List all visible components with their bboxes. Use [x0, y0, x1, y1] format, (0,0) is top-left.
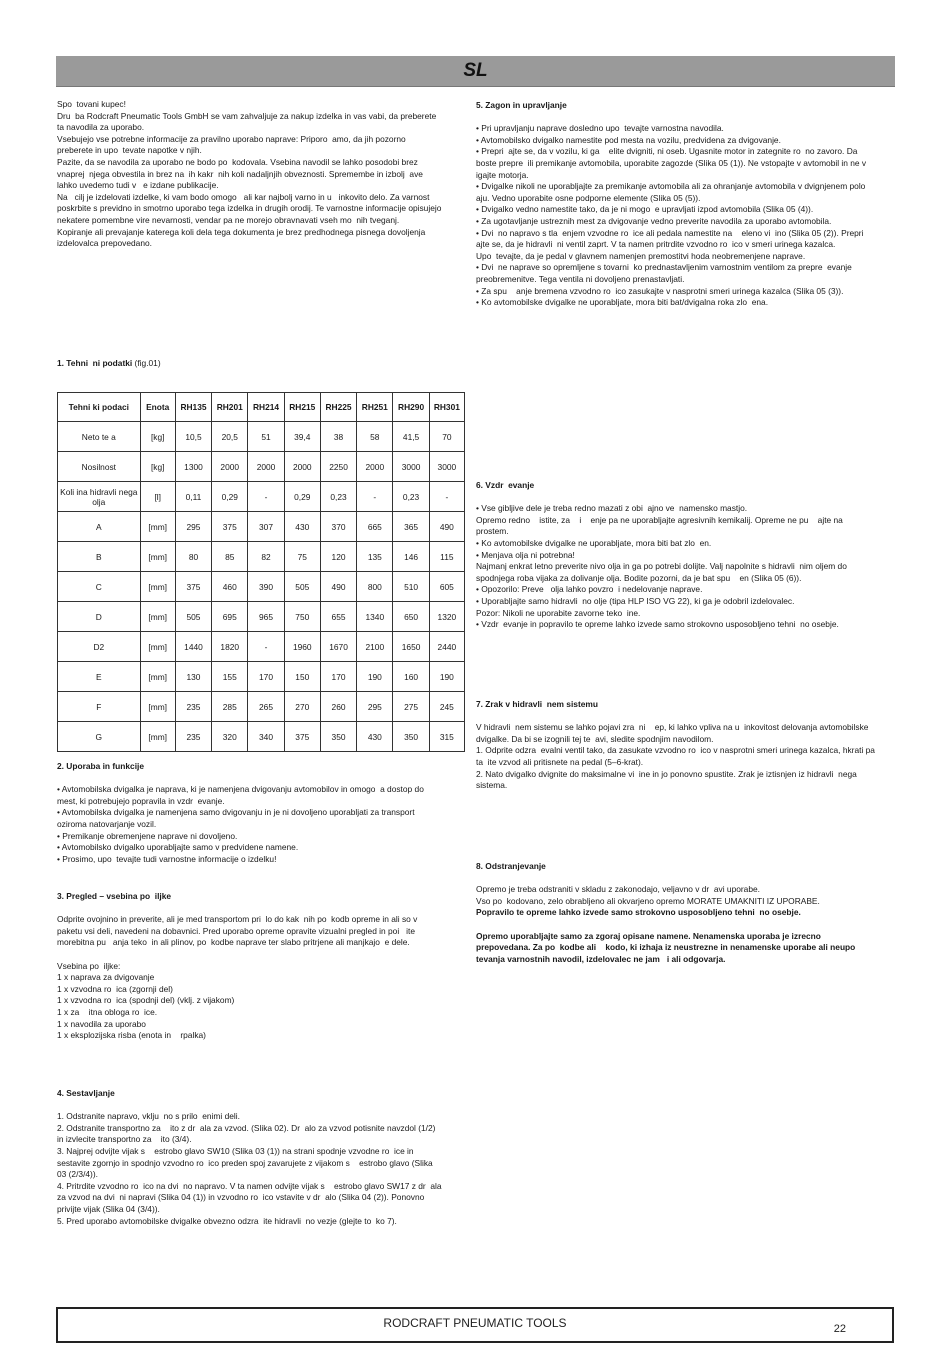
table-header-cell: RH301	[429, 393, 464, 422]
table-header-cell: RH214	[248, 393, 284, 422]
table-cell: 490	[320, 572, 356, 602]
list-item: 1. Odstranite napravo, vklju no s prilo enimi deli.	[57, 1111, 240, 1122]
list-item: • Avtomobilska dvigalka je namenjena samo dvigovanju in je ni dovoljeno uporabljati za transport oziroma natovarjanje vozil.	[57, 807, 417, 829]
table-cell: 70	[429, 422, 464, 452]
row-label-cell: E	[58, 662, 141, 692]
table-cell: 0,11	[175, 482, 211, 512]
list-item: • Menjava olja ni potrebna!	[476, 549, 575, 560]
list-item: • Za ugotavljanje ustreznih mest za dvigovanje vedno preverite navodila za uporabo avtomobila.	[476, 215, 832, 226]
section-5	[476, 100, 876, 309]
table-header-cell: Tehni ki podaci	[58, 393, 141, 422]
table-cell: 490	[429, 512, 464, 542]
table-row	[58, 722, 465, 752]
list-item: 2. Nato dvigalko dvignite do maksimalne vi ine in jo ponovno spustite. Zrak je iztisnjen iz hidravli nega sistema.	[476, 768, 860, 791]
row-label-cell: F	[58, 692, 141, 722]
table-cell: 155	[212, 662, 248, 692]
table-cell: 160	[393, 662, 429, 692]
table-cell: 2000	[212, 452, 248, 482]
row-label-cell: D2	[58, 632, 141, 662]
row-label-cell: Nosilnost	[58, 452, 141, 482]
table-cell: 1300	[175, 452, 211, 482]
table-cell: 170	[248, 662, 284, 692]
table-cell: 2000	[357, 452, 393, 482]
list-item: • Uporabljajte samo hidravli no olje (tipa HLP ISO VG 22), ki ga je odobril izdelovalec.	[476, 595, 795, 606]
list-item: 1 x vzvodna ro ica (spodnji del) (vklj. z vijakom)	[57, 995, 235, 1006]
table-cell: 265	[248, 692, 284, 722]
table-cell: 365	[393, 512, 429, 542]
table-cell: 0,29	[212, 482, 248, 512]
list-item: • Prepri ajte se, da v vozilu, ki ga elite dvigniti, ni oseb. Ugasnite motor in zategnite ro no zavoro. Da boste prepre ili premikanje avtomobila, uporabite zagozde (Slika 05 (1)). Ne vstopajte v avtomobil in ne v igajte motorja.	[476, 146, 871, 180]
table-row	[58, 422, 465, 452]
table-row	[58, 692, 465, 722]
list-item: Najmanj enkrat letno preverite nivo olja in ga po potrebi dolijte. Valj napolnite s hidravli nim oljem do spodnjega roba vijaka za dolivanje olja. Bodite pozorni, da je bat spu en (Slika 05 (6)).	[476, 561, 850, 583]
list-item: • Opozorilo: Preve olja lahko povzro i nedelovanje naprave.	[476, 584, 703, 595]
table-cell: 750	[284, 602, 320, 632]
list-item: V hidravli nem sistemu se lahko pojavi zra ni ep, ki lahko vpliva na u inkovitost delovanja avtomobilske dvigalke. Da bi se izognili tej te avi, sledite spodnjim navodilom.	[476, 722, 871, 744]
table-cell: -	[429, 482, 464, 512]
section-3-paragraph: Odprite ovojnino in preverite, ali je med transportom pri lo do kak nih po kodb opreme in ali so v paketu vsi deli, navedeni na dobavnici. Pred uporabo opreme opravite vizualni pregled in poi ite morebitna pu anja teko in ali plinov, po kodbe naprave ter slabo pritrjene ali manjkajo e dele.	[57, 914, 420, 948]
table-cell: -	[357, 482, 393, 512]
table-cell: 307	[248, 512, 284, 542]
list-item: • Avtomobilsko dvigalko namestite pod mesta na vozilu, predvidena za dvigovanje.	[476, 134, 781, 145]
table-cell: 320	[212, 722, 248, 752]
table-cell: 370	[320, 512, 356, 542]
list-item: 1 x vzvodna ro ica (zgornji del)	[57, 983, 173, 994]
table-cell: 350	[320, 722, 356, 752]
footer	[56, 1307, 894, 1343]
table-cell: 965	[248, 602, 284, 632]
list-item: Opremo redno istite, za i enje pa ne uporabljajte agresivnih kemikalij. Opreme ne pu ajte na prostem.	[476, 514, 846, 537]
table-row	[58, 632, 465, 662]
list-item: 1 x za itna obloga ro ice.	[57, 1006, 158, 1017]
table-cell: 190	[429, 662, 464, 692]
table-cell: 39,4	[284, 422, 320, 452]
table-cell: 430	[357, 722, 393, 752]
table-cell: 650	[393, 602, 429, 632]
row-label-cell: G	[58, 722, 141, 752]
section-7-title: 7. Zrak v hidravli nem sistemu	[476, 699, 598, 709]
intro-paragraph: Dru ba Rodcraft Pneumatic Tools GmbH se vam zahvaljuje za nakup izdelka in vas vabi, da preberete ta navodila za uporabo.	[57, 110, 439, 133]
table-header-cell: RH135	[175, 393, 211, 422]
table-cell: [kg]	[140, 452, 175, 482]
table-cell: [kg]	[140, 422, 175, 452]
table-cell: 115	[429, 542, 464, 572]
table-cell: 58	[357, 422, 393, 452]
table-cell: 285	[212, 692, 248, 722]
section-2	[57, 761, 442, 865]
table-cell: 295	[175, 512, 211, 542]
table-cell: 1960	[284, 632, 320, 662]
table-header-cell: RH201	[212, 393, 248, 422]
table-cell: 605	[429, 572, 464, 602]
contents-list-title: Vsebina po iljke:	[57, 960, 121, 971]
list-item: • Prosimo, upo tevajte tudi varnostne informacije o izdelku!	[57, 853, 277, 864]
table-cell: 150	[284, 662, 320, 692]
table-header-cell: Enota	[140, 393, 175, 422]
list-item: 5. Pred uporabo avtomobilske dvigalke obvezno odzra ite hidravli no vezje (glejte to ko 7).	[57, 1215, 397, 1226]
table-cell: 190	[357, 662, 393, 692]
section-1-heading	[57, 358, 442, 370]
table-cell: 3000	[429, 452, 464, 482]
list-item: 2. Odstranite transportno za ito z dr ala za vzvod. (Slika 02). Dr alo za vzvod potisnite navzdol (1/2) in izvlecite transportno za ito (3/4).	[57, 1122, 438, 1145]
list-item: 1 x navodila za uporabo	[57, 1018, 146, 1029]
table-cell: 375	[212, 512, 248, 542]
table-cell: 1440	[175, 632, 211, 662]
table-cell: 235	[175, 722, 211, 752]
section-3-title: 3. Pregled – vsebina po iljke	[57, 891, 172, 901]
table-cell: 260	[320, 692, 356, 722]
table-row	[58, 452, 465, 482]
table-cell: 505	[175, 602, 211, 632]
section-2-title: 2. Uporaba in funkcije	[57, 761, 145, 771]
table-cell: [mm]	[140, 662, 175, 692]
list-item: • Pri upravljanju naprave dosledno upo tevajte varnostna navodila.	[476, 123, 724, 134]
table-cell: 2440	[429, 632, 464, 662]
section-4-title: 4. Sestavljanje	[57, 1088, 115, 1098]
footer-brand: RODCRAFT PNEUMATIC TOOLS	[383, 1316, 567, 1330]
table-cell: [mm]	[140, 542, 175, 572]
list-item: 3. Najprej odvijte vijak s estrobo glavo SW10 (Slika 03 (1)) na strani spodnje vzvodne ro ice in sestavite zgornjo in spodnjo vzvodno ro ico preden spoj zavarujete z vijakom s estrobo glavo (Slika 03 (2/3/4)).	[57, 1145, 436, 1180]
language-header-bar	[56, 56, 895, 87]
table-cell: 2000	[248, 452, 284, 482]
section-3	[57, 891, 442, 1042]
list-item: • Ko avtomobilske dvigalke ne uporabljate, mora biti bat/dvigalna roka zlo ena.	[476, 297, 769, 308]
table-cell: 505	[284, 572, 320, 602]
table-cell: 0,23	[320, 482, 356, 512]
table-cell: 3000	[393, 452, 429, 482]
language-code: SL	[463, 60, 488, 81]
table-cell: 390	[248, 572, 284, 602]
list-item: • Dvi no napravo s tla enjem vzvodne ro ice ali pedala namestite na eleno vi ino (Slika 05 (2)). Prepri ajte se, da je hidravli ni ventil zaprt. V ta namen pritrdite vzvodno ro ico v smeri urinega kazalca.	[476, 227, 869, 250]
table-cell: 85	[212, 542, 248, 572]
section-7	[476, 699, 876, 792]
table-cell: 460	[212, 572, 248, 602]
technical-data-table	[57, 392, 465, 752]
list-item: • Dvigalke nikoli ne uporabljajte za premikanje avtomobila ali za ohranjanje avtomobila v dvignjenem polo aju. Vedno uporabite osne podporne elemente (Slika 05 (5)).	[476, 181, 870, 203]
table-cell: 235	[175, 692, 211, 722]
table-cell: 120	[320, 542, 356, 572]
table-row	[58, 662, 465, 692]
intro-paragraph: Kopiranje ali prevajanje katerega koli dela tega dokumenta je brez predhodnega pisnega dovoljenja izdelovalca prepovedano.	[57, 226, 428, 249]
row-label-cell: B	[58, 542, 141, 572]
table-cell: 1820	[212, 632, 248, 662]
table-cell: 275	[393, 692, 429, 722]
table-cell: 1320	[429, 602, 464, 632]
list-item: Upo tevajte, da je pedal v glavnem namenjen premostitvi hoda neobremenjene naprave.	[476, 250, 806, 261]
table-row	[58, 572, 465, 602]
table-cell: 38	[320, 422, 356, 452]
table-cell: 295	[357, 692, 393, 722]
list-item: • Vzdr evanje in popravilo te opreme lahko izvede samo strokovno usposobljeno tehni no osebje.	[476, 619, 839, 630]
table-cell: 315	[429, 722, 464, 752]
table-cell: 340	[248, 722, 284, 752]
list-item: 4. Pritrdite vzvodno ro ico na dvi no napravo. V ta namen odvijte vijak s estrobo glavo SW17 z dr ala za vzvod na dvi ni napravi (Slika 04 (1)) in vzvodno ro ico vstavite v dr alo (Slika 04 (2)). Ponovno privijte vijak (Slika 04 (3/4)).	[57, 1180, 444, 1214]
table-cell: 1340	[357, 602, 393, 632]
table-header-cell: RH251	[357, 393, 393, 422]
list-item: • Avtomobilsko dvigalko uporabljajte samo v predvidene namene.	[57, 842, 299, 853]
table-row	[58, 542, 465, 572]
table-cell: 695	[212, 602, 248, 632]
table-row	[58, 482, 465, 512]
table-cell: 0,29	[284, 482, 320, 512]
table-cell: 130	[175, 662, 211, 692]
list-item: • Avtomobilska dvigalka je naprava, ki je namenjena dvigovanju avtomobilov in omogo a dostop do mest, ki potrebujejo popravila in vzdr evanje.	[57, 784, 427, 806]
table-cell: [mm]	[140, 692, 175, 722]
table-header-cell: RH215	[284, 393, 320, 422]
table-cell: 375	[175, 572, 211, 602]
table-cell: 135	[357, 542, 393, 572]
intro-paragraph: Na cilj je izdelovati izdelke, ki vam bodo omogo ali kar najbolj varno in u inkovito delo. Za varnost poskrbite s previdno in smotrno uporabo tega izdelka in drugih orodij. Te varnostne informacije opisujejo nekatere pomembne vire nevarnosti, vendar pa ne morejo obravnavati vseh mo nih tveganj.	[57, 191, 444, 225]
table-cell: 2250	[320, 452, 356, 482]
repair-warning: Popravilo te opreme lahko izvede samo strokovno usposobljeno tehni no osebje.	[476, 907, 801, 918]
table-cell: 0,23	[393, 482, 429, 512]
table-cell: -	[248, 482, 284, 512]
table-cell: 350	[393, 722, 429, 752]
table-row	[58, 512, 465, 542]
table-cell: 20,5	[212, 422, 248, 452]
table-cell: 655	[320, 602, 356, 632]
row-label-cell: D	[58, 602, 141, 632]
table-cell: [mm]	[140, 602, 175, 632]
table-cell: [mm]	[140, 512, 175, 542]
table-cell: 800	[357, 572, 393, 602]
list-item: 1. Odprite odzra evalni ventil tako, da zasukate vzvodno ro ico v nasprotni smeri urinega kazalca, hkrati pa ta ite vzvod ali pritisnete na pedal (5–6-krat).	[476, 745, 878, 767]
table-cell: 75	[284, 542, 320, 572]
table-header-cell: RH290	[393, 393, 429, 422]
table-cell: 146	[393, 542, 429, 572]
table-cell: 1650	[393, 632, 429, 662]
list-item: • Ko avtomobilske dvigalke ne uporabljate, mora biti bat zlo en.	[476, 537, 712, 548]
section-8-title: 8. Odstranjevanje	[476, 861, 546, 871]
row-label-cell: Koli ina hidravli nega olja	[58, 482, 141, 512]
section-4	[57, 1088, 442, 1227]
intro-paragraph: Spo tovani kupec!	[57, 99, 126, 109]
table-header-row	[58, 393, 465, 422]
table-cell: 1670	[320, 632, 356, 662]
table-cell: 41,5	[393, 422, 429, 452]
disposal-text: Opremo je treba odstraniti v skladu z zakonodajo, veljavno v dr avi uporabe. Vso po kodovano, zelo obrabljeno ali okvarjeno opremo MORATE UMAKNITI IZ UPORABE.	[476, 884, 820, 906]
table-cell: 82	[248, 542, 284, 572]
table-cell: [mm]	[140, 572, 175, 602]
row-label-cell: Neto te a	[58, 422, 141, 452]
list-item: Pozor: Nikoli ne uporabite zavorne teko ine.	[476, 607, 641, 618]
intro-paragraph: Pazite, da se navodila za uporabo ne bodo po kodovala. Vsebina navodil se lahko posodobi brez vnaprej njega obvestila in brez na ih kakr nih koli nadaljnjih obveznosti. Spremembe in izbolj ave lahko uvedemo tudi v e izdane publikacije.	[57, 156, 426, 191]
table-cell: 270	[284, 692, 320, 722]
table-cell: [l]	[140, 482, 175, 512]
table-cell: [mm]	[140, 632, 175, 662]
section-1-title: 1. Tehni ni podatki	[57, 358, 133, 368]
table-header-cell: RH225	[320, 393, 356, 422]
row-label-cell: C	[58, 572, 141, 602]
intro-paragraph: Vsebujejo vse potrebne informacije za pravilno uporabo naprave: Priporo amo, da jih pozorno preberete in upo tevate napotke v njih.	[57, 133, 409, 156]
section-8	[476, 861, 876, 965]
list-item: • Za spu anje bremena vzvodno ro ico zasukajte v nasprotni smeri urinega kazalca (Slika 05 (3)).	[476, 285, 844, 296]
page-number: 22	[833, 1323, 846, 1335]
liability-warning: Opremo uporabljajte samo za zgoraj opisane namene. Nenamenska uporaba je izrecno prepovedana. Za po kodbe ali kodo, ki izhaja iz neustrezne in nenamenske uporabe ali neupo tevanja varnostnih navodil, izdelovalec ne jam i ali odgovarja.	[476, 930, 860, 964]
section-1-fig-ref: (fig.01)	[132, 358, 161, 368]
section-5-title: 5. Zagon in upravljanje	[476, 100, 567, 110]
list-item: • Vse gibljive dele je treba redno mazati z obi ajno ve namensko mastjo.	[476, 503, 748, 514]
table-cell: 2000	[284, 452, 320, 482]
table-cell: -	[248, 632, 284, 662]
table-cell: 510	[393, 572, 429, 602]
section-6	[476, 480, 876, 631]
table-cell: 170	[320, 662, 356, 692]
list-item: 1 x eksplozijska risba (enota in rpalka)	[57, 1030, 206, 1041]
intro-section	[57, 99, 442, 250]
table-cell: 80	[175, 542, 211, 572]
table-cell: 375	[284, 722, 320, 752]
list-item: 1 x naprava za dvigovanje	[57, 972, 155, 983]
table-row	[58, 602, 465, 632]
list-item: • Dvigalko vedno namestite tako, da je ni mogo e upravljati izpod avtomobila (Slika 05 (4)).	[476, 204, 814, 215]
list-item: • Dvi ne naprave so opremljene s tovarni ko prednastavljenim varnostnim ventilom za prepre evanje preobremenitve. Tega ventila ni dovoljeno prenastavljati.	[476, 262, 855, 284]
table-cell: 245	[429, 692, 464, 722]
table-cell: 10,5	[175, 422, 211, 452]
table-cell: 665	[357, 512, 393, 542]
table-cell: 51	[248, 422, 284, 452]
table-cell: 430	[284, 512, 320, 542]
table-cell: 2100	[357, 632, 393, 662]
section-6-title: 6. Vzdr evanje	[476, 480, 535, 490]
list-item: • Premikanje obremenjene naprave ni dovoljeno.	[57, 830, 238, 841]
row-label-cell: A	[58, 512, 141, 542]
table-cell: [mm]	[140, 722, 175, 752]
